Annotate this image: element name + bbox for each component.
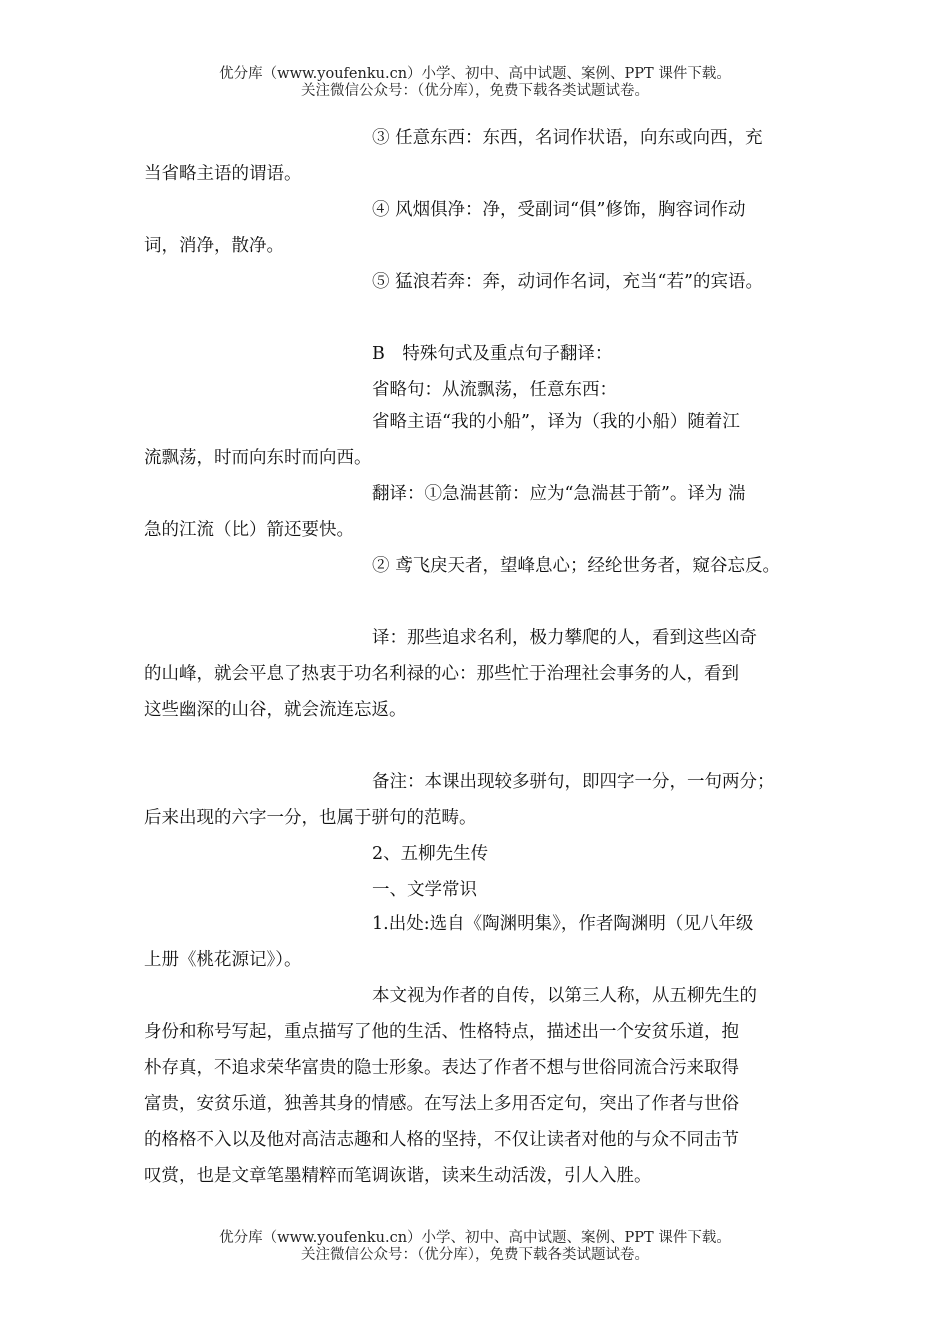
page-footer — [0, 1230, 950, 1264]
body-line: 1.出处:选自《陶渊明集》，作者陶渊明（见八年级 — [372, 914, 754, 934]
body-line: 词，消净，散净。 — [144, 236, 284, 256]
body-line: 朴存真，不追求荣华富贵的隐士形象。表达了作者不想与世俗同流合污来取得 — [144, 1058, 739, 1078]
body-line: 流飘荡，时而向东时而向西。 — [144, 448, 372, 468]
body-line: 上册《桃花源记》）。 — [144, 950, 302, 970]
body-line: 翻译：①急湍甚箭：应为“急湍甚于箭”。译为 湍 — [372, 484, 746, 504]
body-line: 省略句：从流飘荡，任意东西： — [372, 380, 617, 400]
body-line: 这些幽深的山谷，就会流连忘返。 — [144, 700, 407, 720]
body-line: ④ 风烟俱净：净，受副词“俱”修饰，胸容词作动 — [372, 200, 746, 220]
body-line: 的格格不入以及他对高洁志趣和人格的坚持，不仅让读者对他的与众不同击节 — [144, 1130, 739, 1150]
body-line: 译：那些追求名利，极力攀爬的人，看到这些凶奇 — [372, 628, 757, 648]
body-line: 身份和称号写起，重点描写了他的生活、性格特点，描述出一个安贫乐道，抱 — [144, 1022, 739, 1042]
body-line: 叹赏，也是文章笔墨精粹而笔调诙谐，读来生动活泼，引人入胜。 — [144, 1166, 652, 1186]
body-line: 备注：本课出现较多骈句，即四字一分，一句两分； — [372, 772, 775, 792]
body-line: ⑤ 猛浪若奔：奔，动词作名词，充当“若”的宾语。 — [372, 272, 763, 292]
body-line: 当省略主语的谓语。 — [144, 164, 302, 184]
body-line: ③ 任意东西：东西，名词作状语，向东或向西，充 — [372, 128, 763, 148]
page-header — [0, 66, 950, 100]
section-heading: 一、文学常识 — [372, 880, 477, 900]
body-line: 富贵，安贫乐道，独善其身的情感。在写法上多用否定句，突出了作者与世俗 — [144, 1094, 739, 1114]
footer-line-2: 关注微信公众号：（优分库），免费下载各类试题试卷。 — [301, 1247, 649, 1263]
section-heading: 2、五柳先生传 — [372, 844, 489, 864]
header-line-1: 优分库（www.youfenku.cn）小学、初中、高中试题、案例、PPT 课件下载。 — [219, 66, 731, 82]
body-line: 的山峰，就会平息了热衷于功名利禄的心：那些忙于治理社会事务的人，看到 — [144, 664, 739, 684]
section-heading: B 特殊句式及重点句子翻译： — [372, 344, 613, 364]
body-line: ② 鸢飞戾天者，望峰息心；经纶世务者，窥谷忘反。 — [372, 556, 781, 576]
body-line: 省略主语“我的小船”，译为（我的小船）随着江 — [372, 412, 740, 432]
body-line: 本文视为作者的自传，以第三人称，从五柳先生的 — [372, 986, 757, 1006]
body-line: 后来出现的六字一分，也属于骈句的范畴。 — [144, 808, 477, 828]
header-line-2: 关注微信公众号：（优分库），免费下载各类试题试卷。 — [301, 83, 649, 99]
body-line: 急的江流（比）箭还要快。 — [144, 520, 354, 540]
footer-line-1: 优分库（www.youfenku.cn）小学、初中、高中试题、案例、PPT 课件下载。 — [219, 1230, 731, 1246]
